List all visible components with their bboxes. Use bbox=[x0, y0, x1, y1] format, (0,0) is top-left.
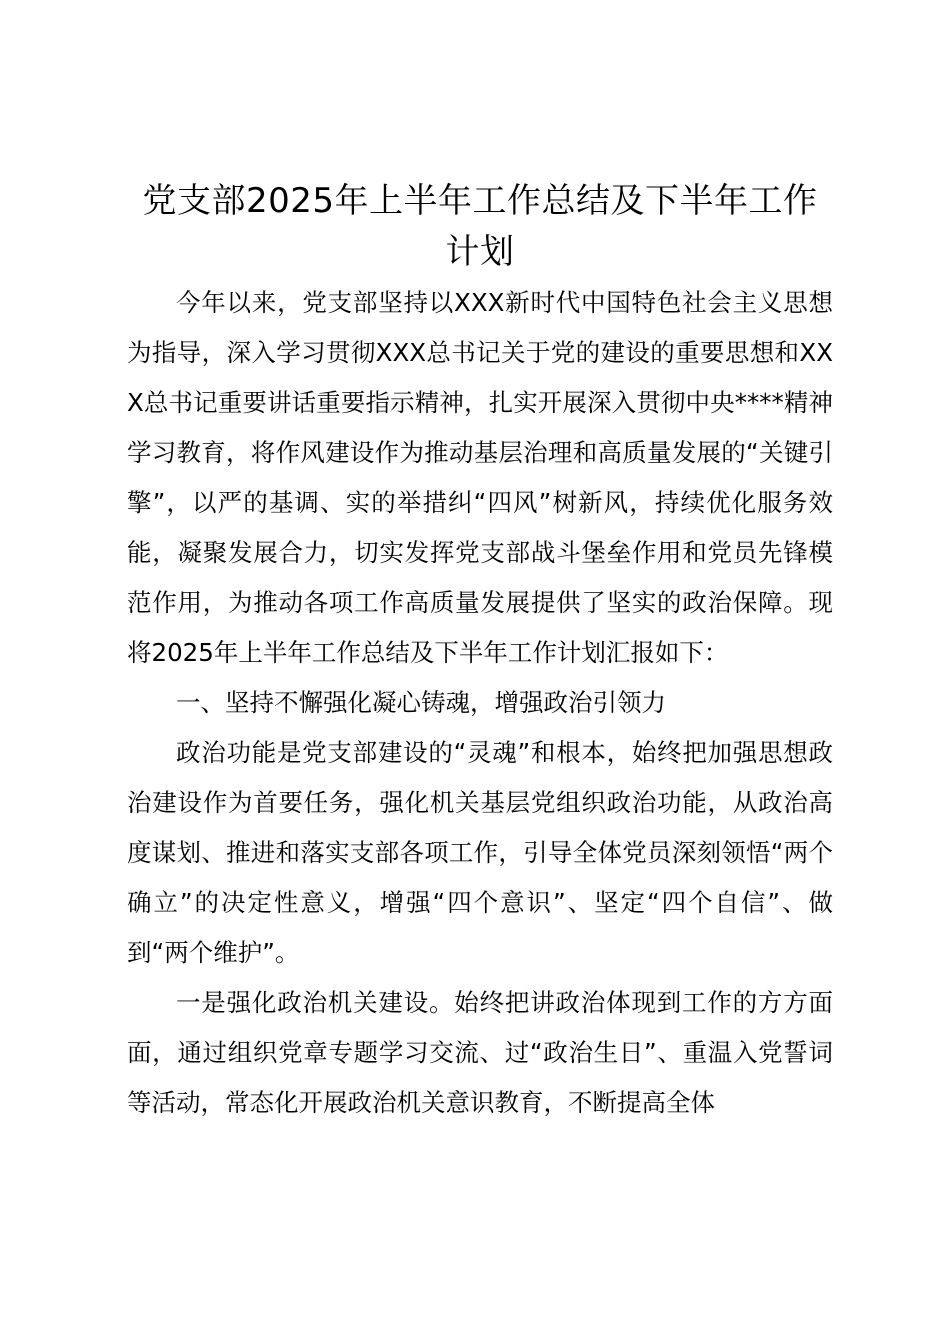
document-title: 党支部2025年上半年工作总结及下半年工作计划 bbox=[142, 181, 818, 272]
subsection-paragraph: 一是强化政治机关建设。始终把讲政治体现到工作的方方面面，通过组织党章专题学习交流、过“政治生日”、重温入党誓词等活动，常态化开展政治机关意识教育，不断提高全体 bbox=[127, 988, 833, 1117]
section-paragraph: 政治功能是党支部建设的“灵魂”和根本，始终把加强思想政治建设作为首要任务，强化机关基层党组织政治功能，从政治高度谋划、推进和落实支部各项工作，引导全体党员深刻领悟“两个确立”的决定性意义，增强“四个意识”、坚定“四个自信”、做到“两个维护”。 bbox=[127, 738, 833, 967]
section-heading: 一、坚持不懈强化凝心铸魂，增强政治引领力 bbox=[176, 688, 666, 717]
document-page bbox=[127, 176, 833, 1128]
intro-paragraph: 今年以来，党支部坚持以XXX新时代中国特色社会主义思想为指导，深入学习贯彻XXX总书记关于党的建设的重要思想和XXX总书记重要讲话重要指示精神，扎实开展深入贯彻中央****精神学习教育，将作风建设作为推动基层治理和高质量发展的“关键引擎”，以严的基调、实的举措纠“四风”树新风，持续优化服务效能，凝聚发展合力，切实发挥党支部战斗堡垒作用和党员先锋模范作用，为推动各项工作高质量发展提供了坚实的政治保障。现将2025年上半年工作总结及下半年工作计划汇报如下： bbox=[127, 288, 833, 667]
